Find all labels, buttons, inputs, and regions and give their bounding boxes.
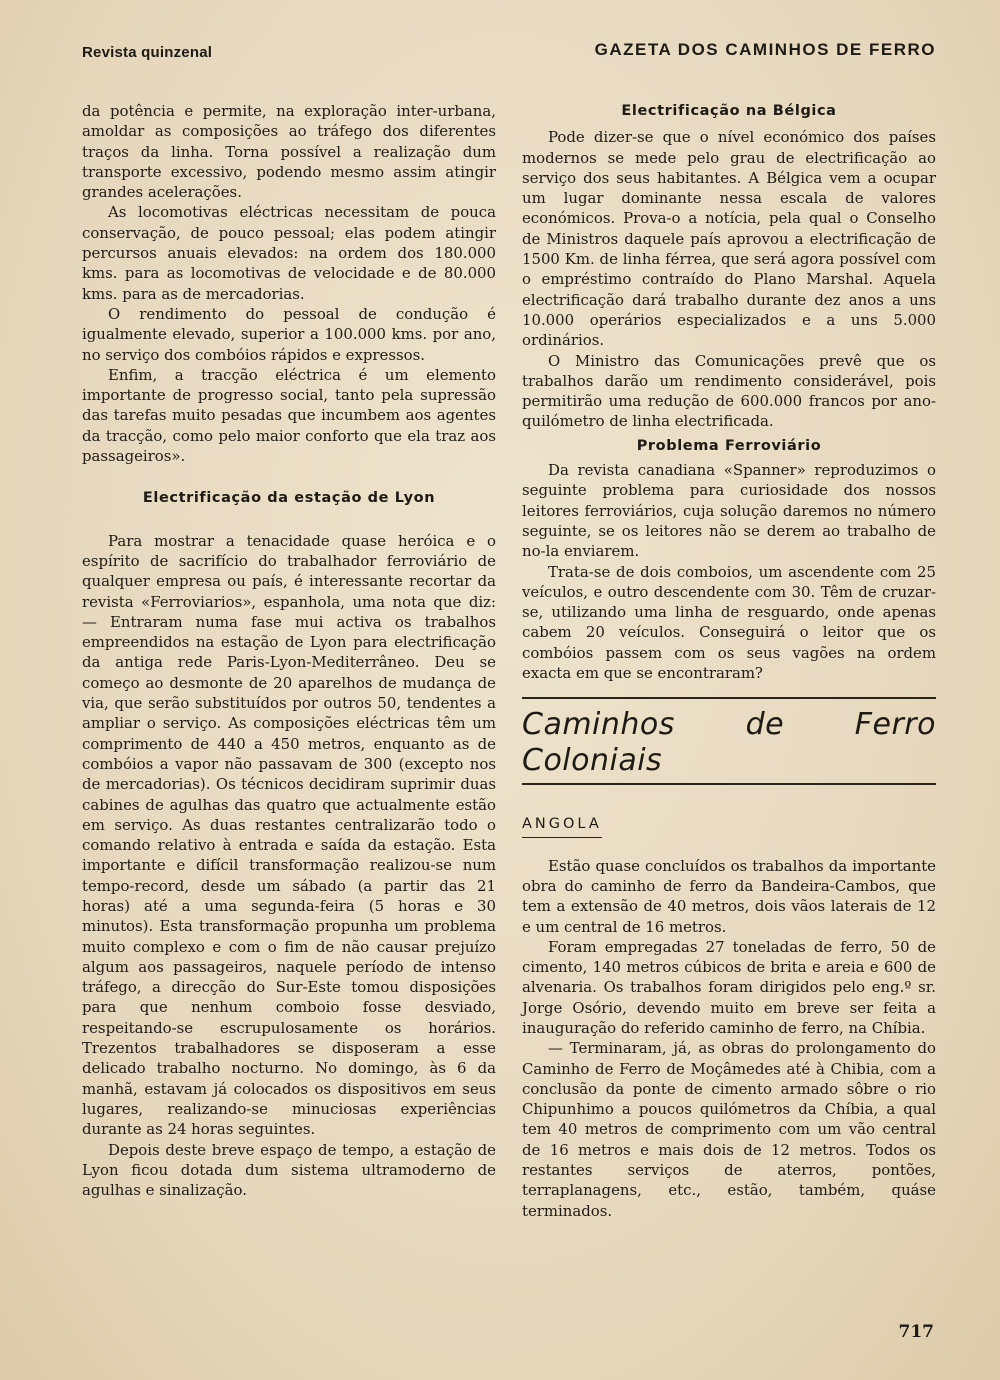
paragraph: O Ministro das Comunicações prevê que os trabalhos darão um rendimento considerável, pois permitirão uma redução de 600.000 francos por ano-quilómetro de linha electrificada. <box>522 351 936 431</box>
paragraph: Depois deste breve espaço de tempo, a estação de Lyon ficou dotada dum sistema ultramoderno de agulhas e sinalização. <box>82 1140 496 1200</box>
section-title: Caminhos de Ferro Coloniais <box>522 707 936 779</box>
region-heading: ANGOLA <box>522 814 602 837</box>
paragraph: Para mostrar a tenacidade quase heróica e o espírito de sacrifício do trabalhador ferroviário de qualquer empresa ou país, é interessante recortar da revista «Ferroviarios», espanhola, uma nota que diz: — Entraram numa fase mui activa os trabalhos empreendidos na estação de Lyon para electrificação da antiga rede Paris-Lyon-Mediterrâneo. Deu se começo ao desmonte de 20 aparelhos de mudança de via, que serão substituídos por outros 50, tendentes a ampliar o serviço. As composições eléctricas têm um comprimento de 440 a 450 metros, enquanto as de combóios a vapor não passavam de 300 (excepto nos de mercadorias). Os técnicos decidiram suprimir duas cabines de agulhas das quatro que actualmente estão em serviço. As duas restantes centralizarão todo o comando relativo à entrada e saída da estação. Esta importante e difícil transformação realizou-se num tempo-record, desde um sábado (a partir das 21 horas) até a uma segunda-feira (5 horas e 30 minutos). Esta transformação propunha um problema muito complexo e com o fim de não causar prejuízo algum aos passageiros, naquele período de intenso tráfego, a direcção do Sur-Este tomou disposições para que nenhum comboio fosse desviado, respeitando-se escrupulosamente os horários. Trezentos trabalhadores se disposeram a esse delicado trabalho nocturno. No domingo, às 6 da manhã, estavam já colocados os dispositivos em seus lugares, realizando-se minuciosas experiências durante as 24 horas seguintes. <box>82 531 496 1139</box>
heading-belgica: Electrificação na Bélgica <box>621 103 837 119</box>
paragraph: Trata-se de dois comboios, um ascendente com 25 veículos, e outro descendente com 30. Têm de cruzar-se, utilizando uma linha de resguardo, onde apenas cabem 20 veículos. Conseguirá o leitor que os combóios passem com os seus vagões na ordem exacta em que se encontraram? <box>522 562 936 683</box>
heading-lyon: Electrificação da estação de Lyon <box>142 490 436 507</box>
page-number: 717 <box>898 1322 934 1342</box>
paragraph: Pode dizer-se que o nível económico dos países modernos se mede pelo grau de electrificação ao serviço dos seus habitantes. A Bélgica vem a ocupar um lugar dominante nessa escala de valores económicos. Prova-o a notícia, pela qual o Conselho de Ministros daquele país aprovou a electrificação de 1500 Km. de linha férrea, que será agora possível com o empréstimo contraído do Plano Marshal. Aquela electrificação dará trabalho durante dez anos a uns 10.000 operários especializados e a uns 5.000 ordinários. <box>522 128 936 350</box>
paragraph: Da revista canadiana «Spanner» reproduzimos o seguinte problema para curiosidade dos nossos leitores ferroviários, cuja solução daremos no número seguinte, se os leitores não se derem ao trabalho de no-la enviarem. <box>522 461 936 561</box>
paragraph: Foram empregadas 27 toneladas de ferro, 50 de cimento, 140 metros cúbicos de brita e areia e 600 de alvenaria. Os trabalhos foram dirigidos pelo eng.º sr. Jorge Osório, devendo muito em breve ser feita a inauguração do referido caminho de ferro, na Chíbia. <box>522 937 936 1037</box>
right-column <box>522 101 936 1221</box>
heading-problema: Problema Ferroviário <box>636 437 822 454</box>
section-rule-bottom <box>522 783 936 785</box>
paragraph: da potência e permite, na exploração inter-urbana, amoldar as composições ao tráfego dos diferentes traços da linha. Torna possível a realização dum transporte excessivo, podendo mesmo assim atingir grandes acelerações. <box>82 102 496 202</box>
paragraph: — Terminaram, já, as obras do prolongamento do Caminho de Ferro de Moçâmedes até à Chibia, com a conclusão da ponte de cimento armado sôbre o rio Chipunhimo a poucos quilómetros da Chíbia, a qual tem 40 metros de comprimento com um vão central de 16 metros e mais dois de 12 metros. Todos os restantes serviços de aterros, pontões, terraplanagens, etc., estão, também, quáse terminados. <box>522 1039 936 1220</box>
paragraph: O rendimento do pessoal de condução é igualmente elevado, superior a 100.000 kms. por ano, no serviço dos combóios rápidos e expressos. <box>82 304 496 364</box>
header-right: GAZETA DOS CAMINHOS DE FERRO <box>594 40 936 59</box>
paragraph: Enfim, a tracção eléctrica é um elemento importante de progresso social, tanto pela supressão das tarefas muito pesadas que incumbem aos agentes da tracção, como pelo maior conforto que ela traz aos passageiros». <box>82 365 496 466</box>
section-rule-top <box>522 697 936 699</box>
paragraph: As locomotivas eléctricas necessitam de pouca conservação, de pouco pessoal; elas podem atingir percursos anuais elevados: na ordem dos 180.000 kms. para as locomotivas de velocidade e de 80.000 kms. para as de mercadorias. <box>82 203 496 303</box>
header-left: Revista quinzenal <box>82 44 213 61</box>
paragraph: Estão quase concluídos os trabalhos da importante obra do caminho de ferro da Bandeira-Cambos, que tem a extensão de 40 metros, dois vãos laterais de 12 e um central de 16 metros. <box>522 856 936 936</box>
left-column <box>82 101 496 1200</box>
